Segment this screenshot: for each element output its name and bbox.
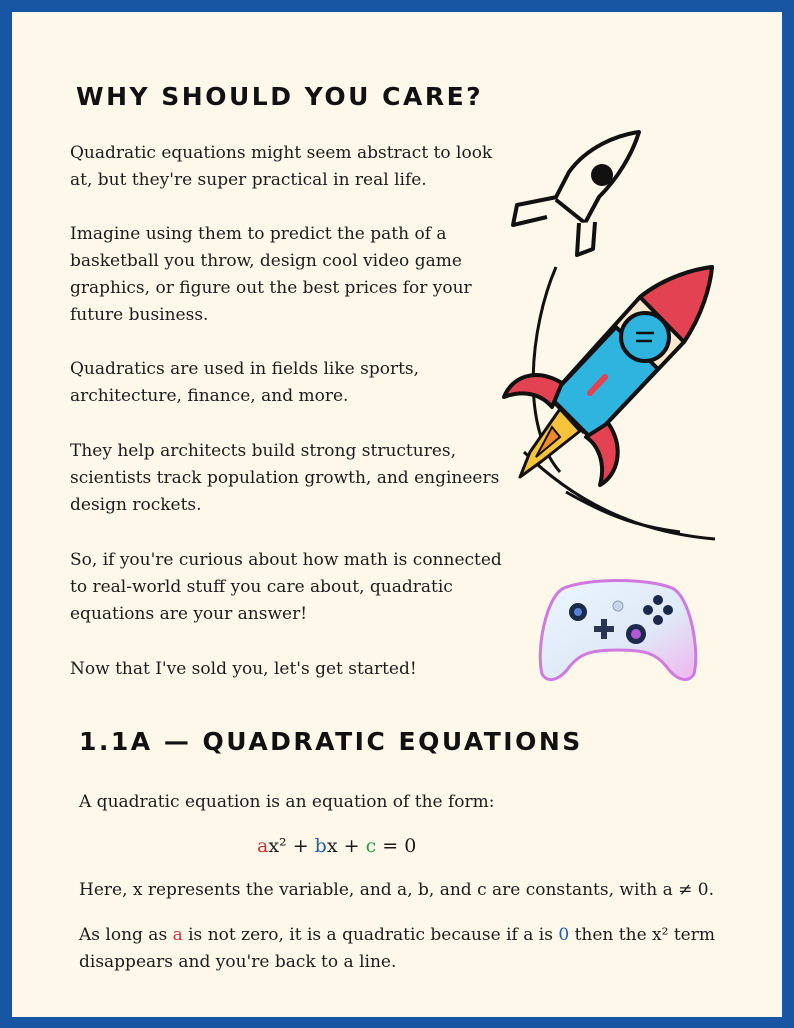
game-controller-icon	[534, 570, 702, 685]
paragraph-3: Quadratics are used in fields like sports, architecture, finance, and more.	[70, 359, 420, 406]
paragraph-4: They help architects build strong structures, scientists track population growth, and engineers design rockets.	[70, 441, 500, 515]
paragraph-5: So, if you're curious about how math is connected to real-world stuff you care about, quadratic equations are your answer!	[70, 550, 502, 624]
coefficient-b: b	[314, 835, 327, 857]
intro-text: A quadratic equation is an equation of the form:	[79, 792, 495, 812]
note-text: As long as a is not zero, it is a quadratic because if a is 0 then the x² term disappears and you're back to a line.	[79, 925, 715, 972]
paragraph-6: Now that I've sold you, let's get started!	[70, 659, 417, 679]
paragraph-1: Quadratic equations might seem abstract to look at, but they're super practical in real life.	[70, 143, 493, 190]
document-page	[12, 12, 782, 1017]
quadratic-equation: ax² + bx + c = 0	[257, 835, 417, 857]
coefficient-c: c	[365, 835, 377, 857]
coefficient-a: a	[257, 835, 269, 857]
cartoon-rocket-icon	[490, 247, 730, 557]
section-heading-quadratic: 1.1A — QUADRATIC EQUATIONS	[79, 727, 583, 756]
paragraph-2: Imagine using them to predict the path of a basketball you throw, design cool video game graphics, or figure out the best prices for your future business.	[70, 224, 472, 325]
section-heading-why: WHY SHOULD YOU CARE?	[76, 82, 484, 111]
outline-rocket-icon	[507, 127, 647, 267]
explanation-text: Here, x represents the variable, and a, b, and c are constants, with a ≠ 0.	[79, 880, 715, 900]
